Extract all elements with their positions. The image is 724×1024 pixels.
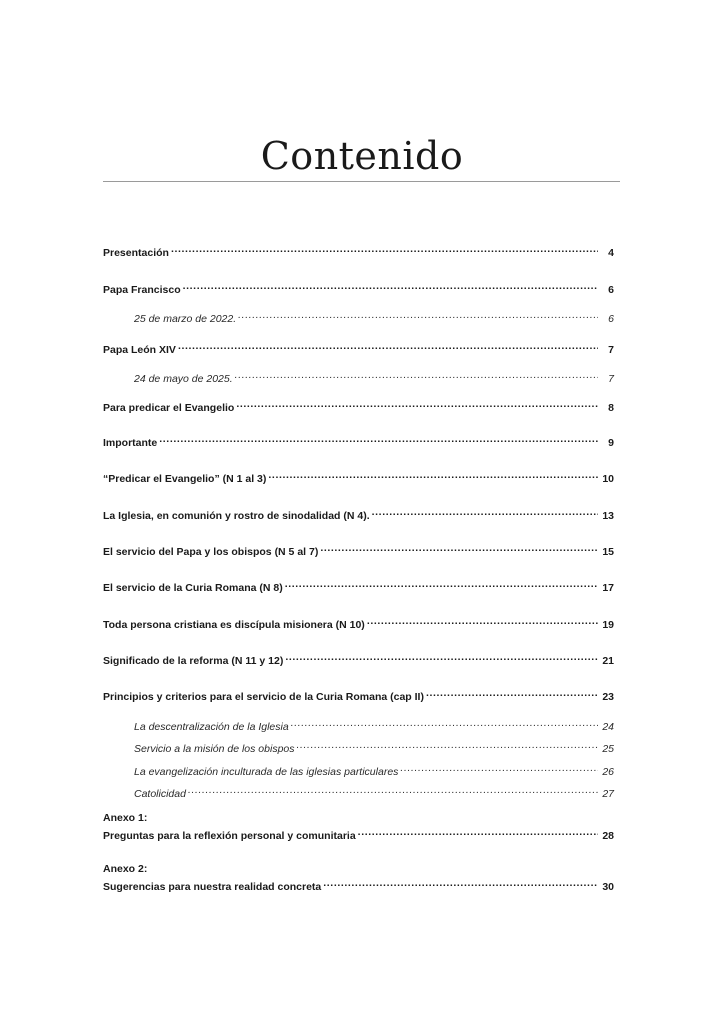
dot-leader [178,340,598,353]
toc-entry-label: Preguntas para la reflexión personal y comunitaria [103,830,356,842]
toc-entry-iglesia-comunion[interactable] [103,506,614,523]
dot-leader [426,687,598,700]
toc-entry-predicar[interactable] [103,398,614,415]
dot-leader [238,309,598,322]
toc-entry-label: La evangelización inculturada de las iglesias particulares [134,766,399,778]
dot-leader [188,784,598,797]
toc-entry-label: Toda persona cristiana es discípula misionera (N 10) [103,619,365,631]
toc-subentry-catolicidad[interactable] [103,784,614,801]
toc-entry-papa-francisco[interactable] [103,280,614,297]
toc-entry-label: Para predicar el Evangelio [103,402,235,414]
toc-entry-discipula-misionera[interactable] [103,615,614,632]
dot-leader [358,826,598,839]
toc-entry-page: 19 [602,619,614,631]
toc-entry-importante[interactable] [103,433,614,450]
toc-subentry-descentralizacion[interactable] [103,717,614,734]
toc-entry-papa-leon[interactable] [103,340,614,357]
toc-entry-page: 24 [602,721,614,733]
toc-entry-page: 6 [608,313,614,325]
toc-entry-page: 10 [602,473,614,485]
toc-entry-label: La descentralización de la Iglesia [134,721,289,733]
title-divider [103,181,620,182]
dot-leader [236,398,598,411]
dot-leader [285,651,598,664]
annex-2-heading: Anexo 2: [103,863,148,875]
toc-entry-label: “Predicar el Evangelio” (N 1 al 3) [103,473,267,485]
toc-entry-servicio-papa[interactable] [103,542,614,559]
toc-entry-label: Importante [103,437,158,449]
annex-1-heading: Anexo 1: [103,812,148,824]
toc-entry-page: 21 [602,655,614,667]
toc-entry-label: Papa Francisco [103,284,181,296]
dot-leader [291,717,598,730]
dot-leader [297,739,599,752]
toc-subentry-evangelizacion[interactable] [103,762,614,779]
toc-entry-page: 23 [602,691,614,703]
toc-entry-label: La Iglesia, en comunión y rostro de sinodalidad (N 4). [103,510,370,522]
toc-entry-page: 4 [608,247,614,259]
toc-entry-label: El servicio de la Curia Romana (N 8) [103,582,283,594]
toc-entry-servicio-curia[interactable] [103,578,614,595]
toc-entry-page: 7 [608,344,614,356]
toc-entry-label: Principios y criterios para el servicio de la Curia Romana (cap II) [103,691,424,703]
toc-entry-label: Significado de la reforma (N 11 y 12) [103,655,284,667]
toc-entry-label: El servicio del Papa y los obispos (N 5 al 7) [103,546,319,558]
toc-subentry-fecha-leon[interactable] [103,369,614,386]
toc-entry-page: 17 [602,582,614,594]
page-title: Contenido [260,134,464,178]
toc-entry-principios[interactable] [103,687,614,704]
toc-entry-page: 30 [602,881,614,893]
dot-leader [268,469,598,482]
toc-entry-page: 15 [602,546,614,558]
toc-entry-presentacion[interactable] [103,243,614,260]
toc-entry-page: 9 [608,437,614,449]
toc-entry-significado-reforma[interactable] [103,651,614,668]
dot-leader [285,578,598,591]
dot-leader [235,369,598,382]
dot-leader [367,615,598,628]
dot-leader [183,280,598,293]
toc-subentry-fecha-francisco[interactable] [103,309,614,326]
toc-entry-label: Papa León XIV [103,344,176,356]
dot-leader [323,877,598,890]
toc-entry-label: 25 de marzo de 2022. [134,313,237,325]
toc-entry-page: 6 [608,284,614,296]
toc-entry-sugerencias[interactable] [103,877,614,894]
toc-subentry-servicio-obispos[interactable] [103,739,614,756]
toc-entry-page: 25 [602,743,614,755]
toc-entry-label: 24 de mayo de 2025. [134,373,233,385]
toc-entry-page: 27 [602,788,614,800]
dot-leader [171,243,598,256]
toc-entry-label: Sugerencias para nuestra realidad concreta [103,881,322,893]
toc-entry-preguntas[interactable] [103,826,614,843]
toc-entry-label: Catolicidad [134,788,186,800]
dot-leader [320,542,598,555]
toc-entry-page: 7 [608,373,614,385]
dot-leader [372,506,598,519]
dot-leader [400,762,598,775]
toc-entry-predicar-n1[interactable] [103,469,614,486]
toc-entry-page: 26 [602,766,614,778]
toc-entry-page: 28 [602,830,614,842]
toc-entry-page: 13 [602,510,614,522]
toc-entry-label: Presentación [103,247,169,259]
dot-leader [159,433,598,446]
toc-entry-page: 8 [608,402,614,414]
toc-entry-label: Servicio a la misión de los obispos [134,743,295,755]
